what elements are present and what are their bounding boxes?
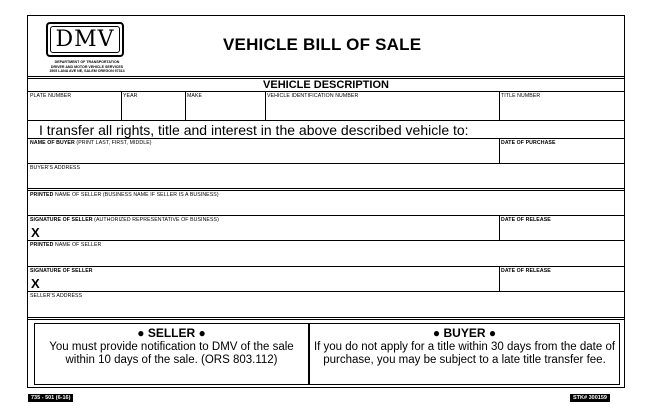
buyer-notice-text: If you do not apply for a title within 30 days from the date of purchase, you may be subject to a late title transfer fee. xyxy=(313,341,616,366)
title-number-label: TITLE NUMBER xyxy=(501,93,541,99)
dmv-address xyxy=(36,60,138,74)
vehicle-description-heading: VEHICLE DESCRIPTION xyxy=(263,79,389,91)
seller1-printed-bold: PRINTED xyxy=(30,192,54,198)
seller-notice-box xyxy=(34,323,309,385)
seller1-date-of-release-label: DATE OF RELEASE xyxy=(501,217,551,223)
seller1-signature-x: X xyxy=(31,225,40,240)
seller1-signature-label xyxy=(30,217,219,223)
seller2-printed-bold: PRINTED xyxy=(30,242,54,248)
form-number-badge: 735 - 501 (6-16) xyxy=(28,394,73,402)
bill-of-sale-form xyxy=(27,15,625,388)
dmv-division-line: DRIVER AND MOTOR VEHICLE SERVICES xyxy=(50,64,124,69)
seller2-signature-x: X xyxy=(31,276,40,291)
seller1-signature-bold: SIGNATURE OF SELLER xyxy=(30,217,93,223)
seller2-date-of-release-label: DATE OF RELEASE xyxy=(501,268,551,274)
dmv-dept-line: DEPARTMENT OF TRANSPORTATION xyxy=(54,60,120,64)
seller1-printed-name-label xyxy=(30,192,219,198)
seller2-signature-bold: SIGNATURE OF SELLER xyxy=(30,268,93,274)
buyer-address-label: BUYER'S ADDRESS xyxy=(30,165,81,171)
seller-notice-heading: ● SELLER ● xyxy=(137,326,206,340)
year-label: YEAR xyxy=(123,93,138,99)
buyer-notice-heading: ● BUYER ● xyxy=(432,326,497,340)
seller2-printed-rest: NAME OF SELLER xyxy=(55,242,102,248)
dmv-logo xyxy=(46,22,124,57)
buyer-name-label-bold: NAME OF BUYER xyxy=(30,140,75,146)
seller2-printed-name-label xyxy=(30,242,101,248)
transfer-statement: I transfer all rights, title and interest in the above described vehicle to: xyxy=(39,122,469,138)
stock-number-badge: STK# 300159 xyxy=(570,394,610,402)
vin-label: VEHICLE IDENTIFICATION NUMBER xyxy=(267,93,359,99)
dmv-logo-text: DMV xyxy=(50,26,120,53)
buyer-name-label-note: (PRINT LAST, FIRST, MIDDLE) xyxy=(76,140,152,146)
plate-number-label: PLATE NUMBER xyxy=(30,93,72,99)
dmv-street-line: 1905 LANA AVE NE, SALEM OREGON 97314 xyxy=(49,69,125,74)
buyer-name-label xyxy=(30,140,152,146)
seller2-signature-label xyxy=(30,268,93,274)
buyer-notice-box xyxy=(309,323,620,385)
seller1-signature-note: (AUTHORIZED REPRESENTATIVE OF BUSINESS) xyxy=(94,217,219,223)
date-of-purchase-label: DATE OF PURCHASE xyxy=(501,140,556,146)
form-title: VEHICLE BILL OF SALE xyxy=(223,35,422,54)
seller1-printed-rest: NAME OF SELLER (BUSINESS NAME IF SELLER IS A BUSINESS) xyxy=(55,192,219,198)
seller-notice-text: You must provide notification to DMV of the sale within 10 days of the sale. (ORS 803.112) xyxy=(49,341,294,366)
make-label: MAKE xyxy=(187,93,203,99)
seller-address-label: SELLER'S ADDRESS xyxy=(30,293,83,299)
